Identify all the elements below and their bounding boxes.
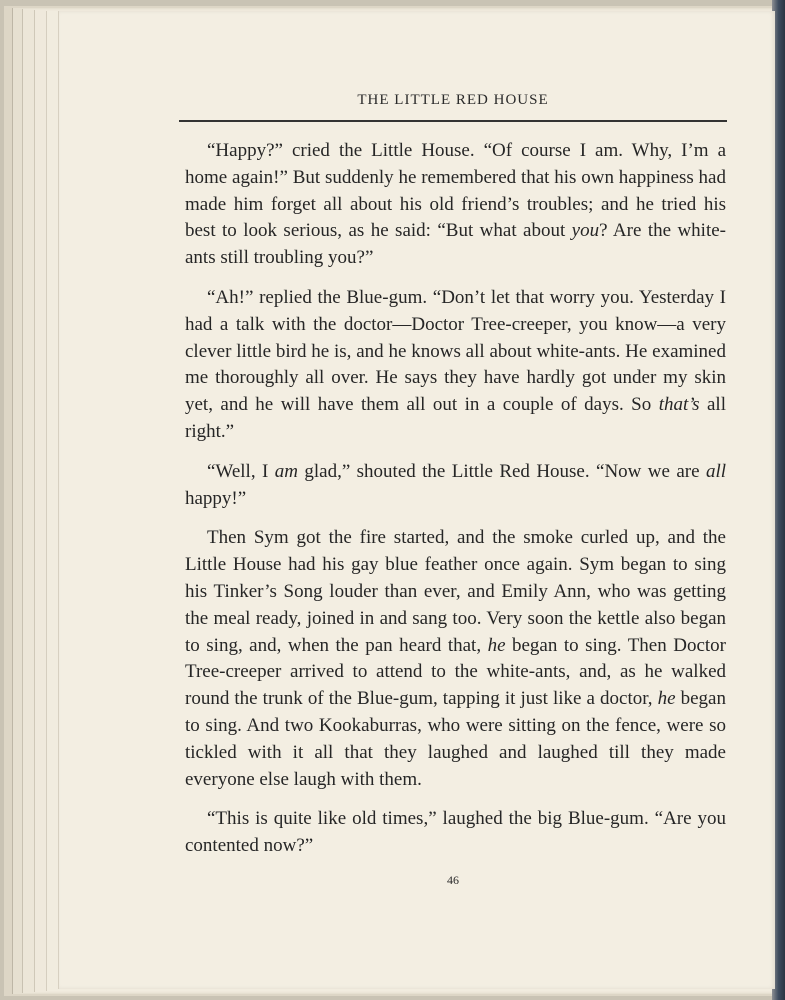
text-run: all right.”	[185, 394, 726, 442]
italic-text: all	[705, 460, 726, 482]
page-number: 46	[447, 873, 459, 887]
paragraph	[185, 138, 726, 272]
text-run: “Ah!” replied the Blue-gum. “Don’t let that worry you. Yesterday I had a talk with the doctor—Doctor Tree-creeper, you know—a very clever little bird he is, and he knows all about white-ants. He examined me thoroughly all over. He says they have hardly got under my skin yet, and he will have them all out in a couple of days. So	[185, 286, 726, 416]
text-run: “This is quite like old times,” laughed the big Blue-gum. “Are you contented now?”	[185, 808, 726, 857]
text-run: ? Are the white-ants still troubling you?”	[185, 220, 726, 269]
italic-text: you	[571, 220, 600, 242]
italic-text: am	[274, 460, 298, 482]
text-run: began to sing. And two Kookaburras, who were sitting on the fence, were so tickled with it all that they laughed and laughed till they made everyone else laugh with them.	[185, 688, 726, 790]
text-run: Then Sym got the fire started, and the smoke curled up, and the Little House had his gay blue feather once again. Sym began to sing his Tinker’s Song louder than ever, and Emily Ann, who was getting the meal ready, joined in and sang too. Very soon the kettle also began to sing, and, when the pan heard that,	[185, 527, 726, 656]
italic-text: he	[487, 634, 506, 656]
text-run: “Happy?” cried the Little House. “Of course I am. Why, I’m a home again!” But suddenly he remembered that his own happiness had made him forget all about his old friend’s troubles; and he tried his best to look serious, as he said: “But what about	[185, 140, 726, 242]
text-run: began to sing. Then Doctor Tree-creeper arrived to attend to the white-ants, and, as he walked round the trunk of the Blue-gum, tapping it just like a doctor,	[185, 634, 726, 710]
header-rule	[179, 120, 727, 122]
paragraph	[185, 525, 726, 793]
running-head: THE LITTLE RED HOUSE	[357, 92, 549, 108]
text-run: happy!”	[185, 487, 247, 509]
text-run: “Well, I	[207, 460, 275, 482]
text-run: glad,” shouted the Little Red House. “Now we are	[297, 460, 706, 482]
paragraph	[185, 806, 726, 860]
body-text	[185, 138, 726, 860]
italic-text: he	[657, 688, 676, 710]
italic-text: that’s	[658, 394, 700, 416]
paragraph	[185, 459, 726, 513]
paragraph	[185, 285, 726, 446]
